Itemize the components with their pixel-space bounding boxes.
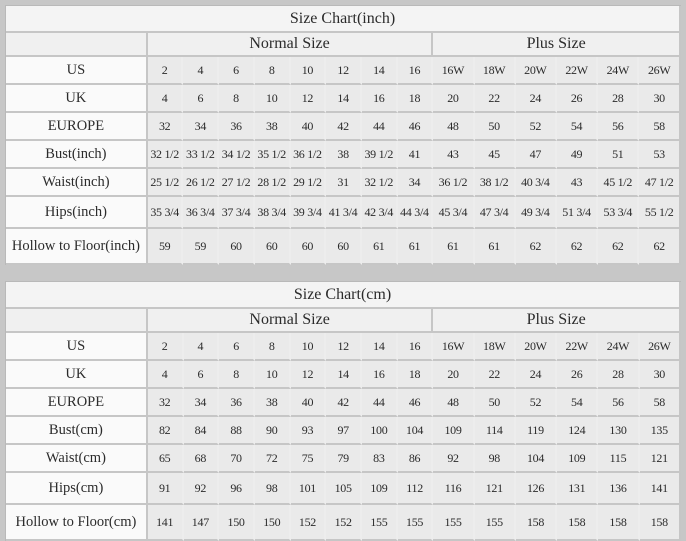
value-cell: 50 [475, 389, 516, 417]
value-cell: 62 [639, 229, 681, 265]
value-cell: 16 [362, 361, 398, 389]
row-label-cell: Hips(cm) [6, 473, 148, 505]
table-row [6, 417, 681, 445]
value-cell: 36 3/4 [183, 197, 219, 229]
value-cell: 155 [362, 505, 398, 541]
value-cell: 141 [640, 473, 681, 505]
value-cell: 92 [433, 445, 474, 473]
plus-size-header: Plus Size [433, 33, 681, 57]
normal-size-header: Normal Size [148, 309, 434, 333]
value-cell: 24W [598, 333, 639, 361]
value-cell: 105 [326, 473, 362, 505]
value-cell: 6 [219, 57, 255, 85]
table-row [6, 197, 681, 229]
value-cell: 35 1/2 [255, 141, 291, 169]
value-cell: 60 [219, 229, 255, 265]
value-cell: 61 [433, 229, 474, 265]
row-label-cell: UK [6, 85, 148, 113]
value-cell: 158 [598, 505, 639, 541]
value-cell: 109 [362, 473, 398, 505]
plus-size-header: Plus Size [433, 309, 681, 333]
value-cell: 62 [557, 229, 598, 265]
value-cell: 40 3/4 [516, 169, 557, 197]
value-cell: 116 [433, 473, 474, 505]
value-cell: 49 [557, 141, 598, 169]
value-cell: 18W [475, 57, 516, 85]
value-cell: 39 1/2 [362, 141, 398, 169]
value-cell: 45 [475, 141, 516, 169]
value-cell: 4 [184, 333, 220, 361]
value-cell: 92 [184, 473, 220, 505]
value-cell: 130 [598, 417, 639, 445]
value-cell: 121 [640, 445, 681, 473]
value-cell: 158 [516, 505, 557, 541]
value-cell: 68 [184, 445, 220, 473]
row-label-cell: US [6, 57, 148, 85]
value-cell: 152 [291, 505, 327, 541]
value-cell: 12 [326, 333, 362, 361]
value-cell: 26W [640, 333, 681, 361]
normal-size-header: Normal Size [148, 33, 434, 57]
value-cell: 112 [398, 473, 434, 505]
value-cell: 126 [516, 473, 557, 505]
value-cell: 124 [557, 417, 598, 445]
value-cell: 135 [640, 417, 681, 445]
table-row [6, 57, 681, 85]
value-cell: 27 1/2 [219, 169, 255, 197]
value-cell: 44 [362, 113, 398, 141]
value-cell: 59 [183, 229, 219, 265]
value-cell: 6 [219, 333, 255, 361]
value-cell: 30 [640, 361, 681, 389]
value-cell: 36 [219, 389, 255, 417]
row-label-cell: UK [6, 361, 148, 389]
value-cell: 79 [326, 445, 362, 473]
value-cell: 24 [516, 361, 557, 389]
value-cell: 34 [398, 169, 434, 197]
value-cell: 61 [475, 229, 516, 265]
value-cell: 98 [475, 445, 516, 473]
size-chart-inch-table [5, 5, 681, 265]
size-chart-cm-body [6, 333, 681, 541]
value-cell: 131 [557, 473, 598, 505]
value-cell: 60 [255, 229, 291, 265]
value-cell: 8 [219, 361, 255, 389]
value-cell: 32 1/2 [148, 141, 184, 169]
value-cell: 8 [255, 57, 291, 85]
value-cell: 155 [433, 505, 474, 541]
value-cell: 98 [255, 473, 291, 505]
value-cell: 32 1/2 [362, 169, 398, 197]
value-cell: 101 [291, 473, 327, 505]
value-cell: 16 [398, 57, 434, 85]
value-cell: 8 [255, 333, 291, 361]
value-cell: 47 1/2 [639, 169, 681, 197]
value-cell: 109 [433, 417, 474, 445]
value-cell: 20W [516, 57, 557, 85]
value-cell: 14 [362, 333, 398, 361]
column-group-row [6, 33, 681, 57]
value-cell: 158 [557, 505, 598, 541]
value-cell: 20 [433, 361, 474, 389]
value-cell: 20W [516, 333, 557, 361]
value-cell: 10 [255, 85, 291, 113]
value-cell: 65 [148, 445, 184, 473]
value-cell: 39 3/4 [291, 197, 327, 229]
value-cell: 10 [291, 333, 327, 361]
row-label-cell: US [6, 333, 148, 361]
value-cell: 33 1/2 [183, 141, 219, 169]
value-cell: 14 [362, 57, 398, 85]
value-cell: 136 [598, 473, 639, 505]
value-cell: 42 [326, 113, 362, 141]
corner-cell [6, 309, 148, 333]
value-cell: 12 [326, 57, 362, 85]
row-label-cell: Waist(cm) [6, 445, 148, 473]
value-cell: 56 [598, 113, 639, 141]
value-cell: 4 [148, 361, 184, 389]
value-cell: 31 [326, 169, 362, 197]
value-cell: 46 [398, 113, 434, 141]
value-cell: 114 [475, 417, 516, 445]
value-cell: 35 3/4 [148, 197, 184, 229]
value-cell: 62 [516, 229, 557, 265]
table-title: Size Chart(cm) [6, 282, 681, 309]
table-row [6, 473, 681, 505]
value-cell: 45 1/2 [598, 169, 639, 197]
value-cell: 44 3/4 [398, 197, 434, 229]
value-cell: 18W [475, 333, 516, 361]
value-cell: 115 [598, 445, 639, 473]
value-cell: 61 [398, 229, 434, 265]
value-cell: 28 [598, 85, 639, 113]
value-cell: 141 [148, 505, 184, 541]
value-cell: 54 [557, 113, 598, 141]
value-cell: 38 1/2 [475, 169, 516, 197]
value-cell: 100 [362, 417, 398, 445]
value-cell: 72 [255, 445, 291, 473]
value-cell: 42 [326, 389, 362, 417]
value-cell: 24W [598, 57, 639, 85]
table-row [6, 505, 681, 541]
value-cell: 104 [398, 417, 434, 445]
value-cell: 41 3/4 [326, 197, 362, 229]
table-row [6, 141, 681, 169]
value-cell: 51 3/4 [557, 197, 598, 229]
value-cell: 52 [516, 113, 557, 141]
value-cell: 12 [291, 85, 327, 113]
value-cell: 6 [184, 361, 220, 389]
value-cell: 36 [219, 113, 255, 141]
value-cell: 16W [433, 333, 474, 361]
value-cell: 4 [183, 57, 219, 85]
value-cell: 61 [362, 229, 398, 265]
table-title-row [6, 6, 681, 33]
value-cell: 6 [183, 85, 219, 113]
value-cell: 60 [291, 229, 327, 265]
value-cell: 47 [516, 141, 557, 169]
value-cell: 97 [326, 417, 362, 445]
value-cell: 26 1/2 [183, 169, 219, 197]
table-title: Size Chart(inch) [6, 6, 681, 33]
value-cell: 38 3/4 [255, 197, 291, 229]
value-cell: 38 [326, 141, 362, 169]
value-cell: 36 1/2 [433, 169, 474, 197]
value-cell: 155 [475, 505, 516, 541]
value-cell: 22W [557, 57, 598, 85]
value-cell: 93 [291, 417, 327, 445]
value-cell: 54 [557, 389, 598, 417]
value-cell: 8 [219, 85, 255, 113]
row-label-cell: Bust(inch) [6, 141, 148, 169]
value-cell: 48 [433, 389, 474, 417]
value-cell: 16W [433, 57, 474, 85]
value-cell: 147 [184, 505, 220, 541]
value-cell: 38 [255, 113, 291, 141]
value-cell: 56 [598, 389, 639, 417]
value-cell: 10 [255, 361, 291, 389]
size-chart-cm-table [5, 281, 681, 541]
table-row [6, 445, 681, 473]
table-row [6, 389, 681, 417]
value-cell: 28 [598, 361, 639, 389]
value-cell: 36 1/2 [291, 141, 327, 169]
value-cell: 59 [148, 229, 184, 265]
value-cell: 30 [639, 85, 681, 113]
value-cell: 75 [291, 445, 327, 473]
value-cell: 43 [557, 169, 598, 197]
value-cell: 104 [516, 445, 557, 473]
value-cell: 24 [516, 85, 557, 113]
value-cell: 119 [516, 417, 557, 445]
table-row [6, 113, 681, 141]
row-label-cell: Waist(inch) [6, 169, 148, 197]
value-cell: 43 [433, 141, 474, 169]
table-row [6, 229, 681, 265]
value-cell: 32 [148, 113, 184, 141]
row-label-cell: EUROPE [6, 113, 148, 141]
value-cell: 62 [598, 229, 639, 265]
row-label-cell: Bust(cm) [6, 417, 148, 445]
size-chart-inch-body [6, 57, 681, 265]
value-cell: 28 1/2 [255, 169, 291, 197]
value-cell: 16 [362, 85, 398, 113]
value-cell: 55 1/2 [639, 197, 681, 229]
value-cell: 109 [557, 445, 598, 473]
value-cell: 26W [639, 57, 681, 85]
value-cell: 16 [398, 333, 434, 361]
value-cell: 22W [557, 333, 598, 361]
row-label-cell: EUROPE [6, 389, 148, 417]
row-label-cell: Hollow to Floor(inch) [6, 229, 148, 265]
value-cell: 91 [148, 473, 184, 505]
value-cell: 52 [516, 389, 557, 417]
value-cell: 25 1/2 [148, 169, 184, 197]
value-cell: 46 [398, 389, 434, 417]
value-cell: 51 [598, 141, 639, 169]
value-cell: 88 [219, 417, 255, 445]
value-cell: 22 [475, 361, 516, 389]
table-row [6, 361, 681, 389]
value-cell: 41 [398, 141, 434, 169]
value-cell: 10 [291, 57, 327, 85]
row-label-cell: Hips(inch) [6, 197, 148, 229]
value-cell: 34 1/2 [219, 141, 255, 169]
value-cell: 121 [475, 473, 516, 505]
value-cell: 152 [326, 505, 362, 541]
value-cell: 40 [291, 113, 327, 141]
value-cell: 20 [433, 85, 474, 113]
value-cell: 44 [362, 389, 398, 417]
value-cell: 84 [184, 417, 220, 445]
value-cell: 34 [184, 389, 220, 417]
value-cell: 47 3/4 [475, 197, 516, 229]
value-cell: 14 [326, 361, 362, 389]
value-cell: 58 [640, 389, 681, 417]
value-cell: 34 [183, 113, 219, 141]
column-group-row [6, 309, 681, 333]
value-cell: 40 [291, 389, 327, 417]
value-cell: 22 [475, 85, 516, 113]
value-cell: 58 [639, 113, 681, 141]
value-cell: 150 [255, 505, 291, 541]
value-cell: 2 [148, 57, 184, 85]
value-cell: 90 [255, 417, 291, 445]
value-cell: 42 3/4 [362, 197, 398, 229]
corner-cell [6, 33, 148, 57]
value-cell: 82 [148, 417, 184, 445]
table-title-row [6, 282, 681, 309]
value-cell: 38 [255, 389, 291, 417]
value-cell: 14 [326, 85, 362, 113]
value-cell: 60 [326, 229, 362, 265]
value-cell: 53 [639, 141, 681, 169]
value-cell: 53 3/4 [598, 197, 639, 229]
value-cell: 26 [557, 85, 598, 113]
value-cell: 96 [219, 473, 255, 505]
value-cell: 26 [557, 361, 598, 389]
value-cell: 37 3/4 [219, 197, 255, 229]
value-cell: 86 [398, 445, 434, 473]
value-cell: 50 [475, 113, 516, 141]
table-row [6, 169, 681, 197]
table-row [6, 85, 681, 113]
value-cell: 4 [148, 85, 184, 113]
table-row [6, 333, 681, 361]
value-cell: 155 [398, 505, 434, 541]
row-label-cell: Hollow to Floor(cm) [6, 505, 148, 541]
value-cell: 2 [148, 333, 184, 361]
value-cell: 49 3/4 [516, 197, 557, 229]
value-cell: 18 [398, 361, 434, 389]
value-cell: 70 [219, 445, 255, 473]
value-cell: 158 [640, 505, 681, 541]
value-cell: 48 [433, 113, 474, 141]
value-cell: 83 [362, 445, 398, 473]
value-cell: 150 [219, 505, 255, 541]
value-cell: 32 [148, 389, 184, 417]
value-cell: 29 1/2 [291, 169, 327, 197]
value-cell: 18 [398, 85, 434, 113]
value-cell: 45 3/4 [433, 197, 474, 229]
value-cell: 12 [291, 361, 327, 389]
